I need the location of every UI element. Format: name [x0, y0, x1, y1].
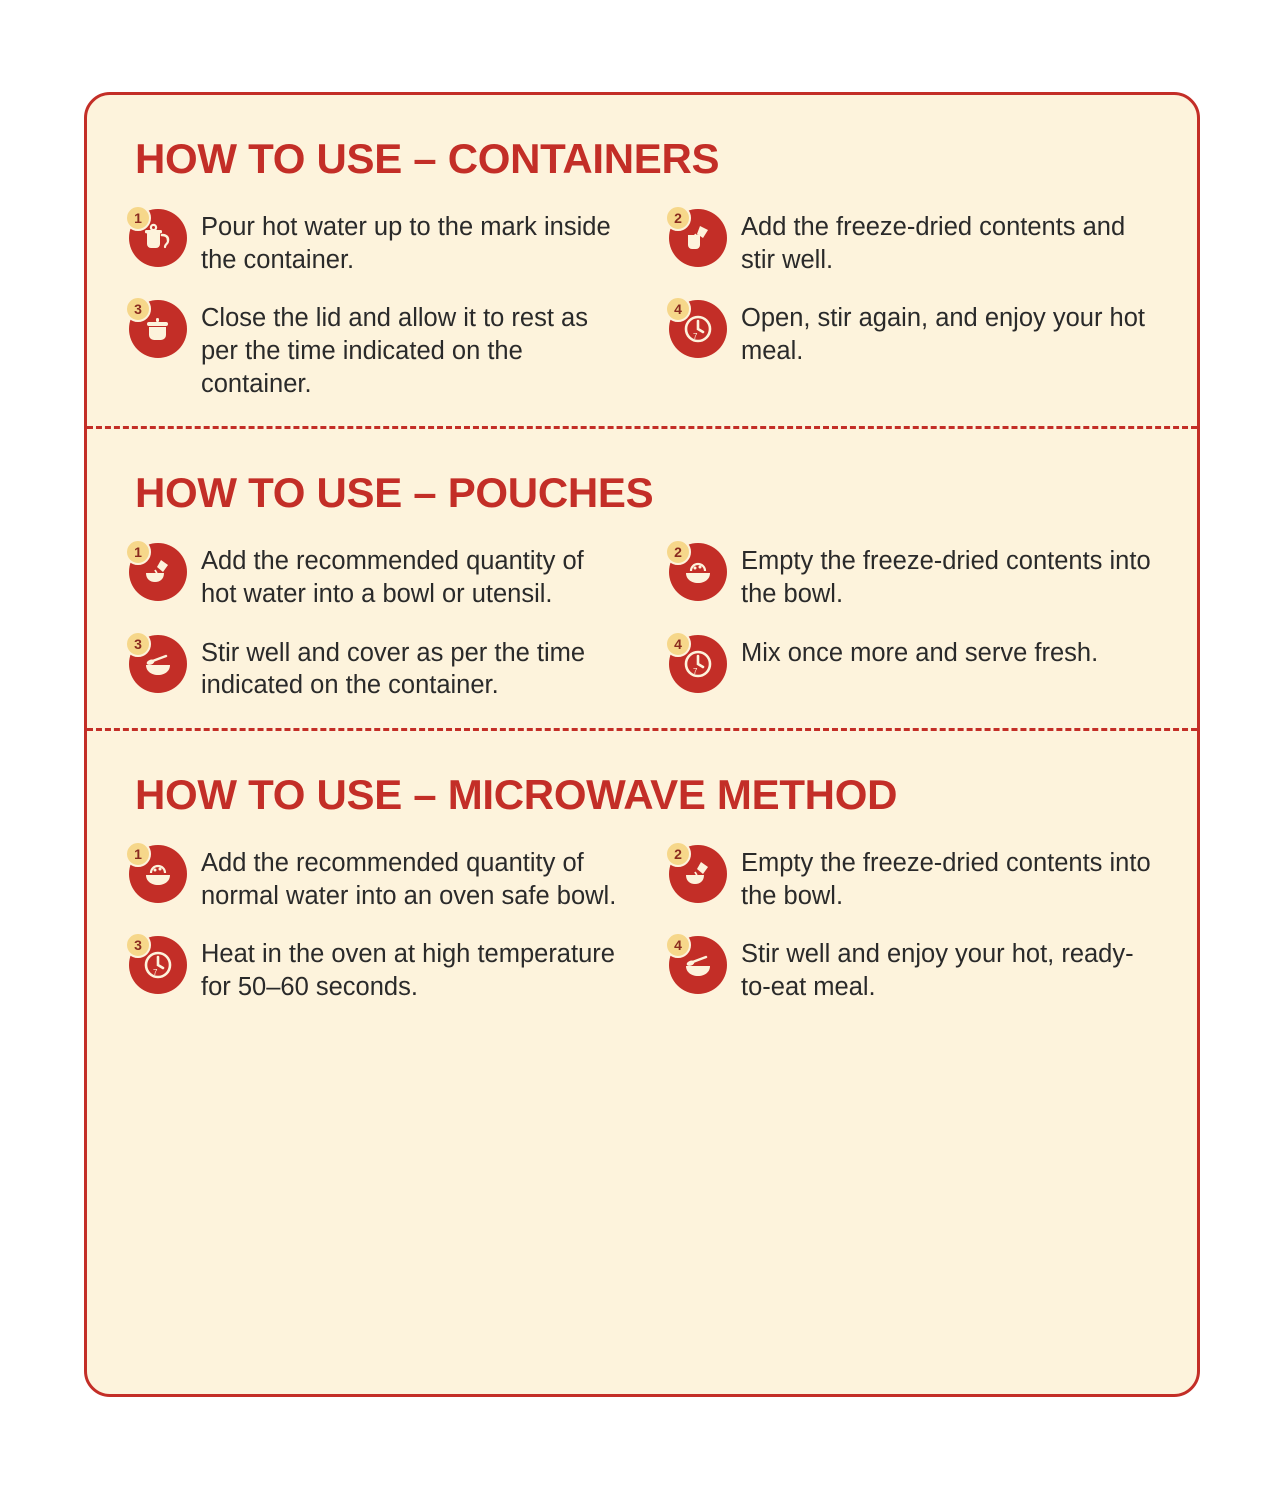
section-title: HOW TO USE – CONTAINERS — [135, 135, 720, 182]
svg-text:7: 7 — [693, 332, 698, 342]
step-item — [129, 633, 669, 702]
step-item — [129, 843, 669, 912]
step-number: 2 — [665, 841, 691, 867]
bowl-with-contents-icon — [669, 543, 727, 601]
step-list — [129, 541, 1197, 702]
step-number: 1 — [125, 841, 151, 867]
step-item — [669, 541, 1209, 610]
section-title: HOW TO USE – POUCHES — [135, 469, 654, 517]
stir-bowl-spoon-icon — [129, 635, 187, 693]
step-item — [129, 298, 669, 400]
pour-water-into-bowl-icon — [669, 845, 727, 903]
step-text: Add the freeze-dried contents and stir well. — [741, 213, 1126, 274]
step-list — [129, 207, 1197, 400]
step-item — [669, 207, 1209, 276]
step-item — [669, 298, 1209, 400]
step-text: Heat in the oven at high temperature for 50–60 seconds. — [201, 940, 615, 1001]
step-text: Empty the freeze-dried contents into the bowl. — [741, 848, 1151, 910]
step-text: Stir well and cover as per the time indicated on the container. — [201, 638, 586, 700]
section-pouches — [87, 426, 1197, 728]
step-number: 3 — [125, 932, 151, 958]
step-list — [129, 843, 1197, 1004]
step-item — [669, 633, 1209, 702]
clock-icon — [669, 300, 727, 358]
pouring-sachet-into-cup-icon — [669, 209, 727, 267]
section-containers — [87, 95, 1197, 426]
step-text: Mix once more and serve fresh. — [741, 638, 1099, 667]
step-item — [129, 541, 669, 610]
section-title: HOW TO USE – MICROWAVE METHOD — [135, 770, 898, 818]
step-text: Add the recommended quantity of hot water into a bowl or utensil. — [201, 547, 584, 608]
step-text: Pour hot water up to the mark inside the container. — [201, 213, 611, 274]
step-number: 1 — [125, 539, 151, 565]
step-text: Stir well and enjoy your hot, ready-to-eat meal. — [741, 940, 1134, 1001]
section-microwave — [87, 728, 1197, 1044]
pour-water-into-bowl-icon — [129, 543, 187, 601]
svg-text:7: 7 — [693, 666, 698, 676]
step-number: 2 — [665, 205, 691, 231]
clock-icon — [669, 635, 727, 693]
step-number: 1 — [125, 205, 151, 231]
instructions-card — [84, 92, 1200, 1397]
step-number: 3 — [125, 296, 151, 322]
step-number: 3 — [125, 631, 151, 657]
step-item — [669, 934, 1209, 1003]
step-item — [129, 207, 669, 276]
clock-icon — [129, 936, 187, 994]
pouring-kettle-icon — [129, 209, 187, 267]
svg-text:7: 7 — [153, 968, 158, 978]
bowl-with-contents-icon — [129, 845, 187, 903]
closed-container-lid-icon — [129, 300, 187, 358]
step-text: Close the lid and allow it to rest as per the time indicated on the container. — [201, 304, 588, 398]
step-number: 4 — [665, 296, 691, 322]
step-text: Open, stir again, and enjoy your hot meal. — [741, 304, 1146, 365]
step-text: Add the recommended quantity of normal water into an oven safe bowl. — [201, 848, 617, 910]
step-text: Empty the freeze-dried contents into the bowl. — [741, 547, 1151, 608]
step-number: 4 — [665, 932, 691, 958]
step-number: 2 — [665, 539, 691, 565]
step-item — [129, 934, 669, 1003]
step-number: 4 — [665, 631, 691, 657]
step-item — [669, 843, 1209, 912]
stir-bowl-spoon-icon — [669, 936, 727, 994]
